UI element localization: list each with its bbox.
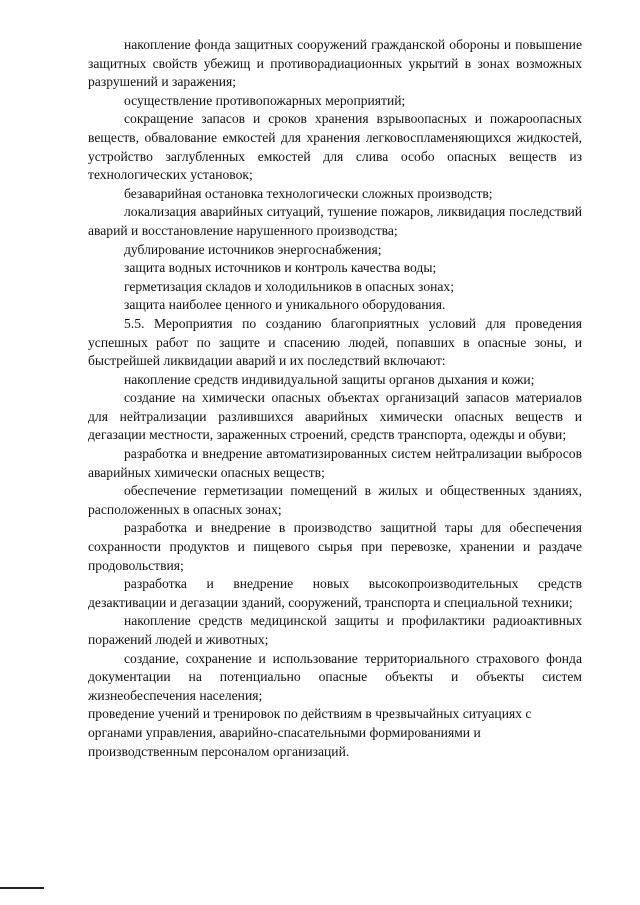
paragraph: осуществление противопожарных мероприятий;: [124, 92, 406, 108]
footer-rule: [0, 887, 44, 889]
paragraph: создание, сохранение и использование территориального страхового фонда документации на потенциально опасные объекты и объекты систем жизнеобеспечения населения;: [88, 650, 582, 703]
paragraph: накопление средств медицинской защиты и профилактики радиоактивных поражений людей и животных;: [88, 613, 582, 647]
paragraph: создание на химически опасных объектах организаций запасов материалов для нейтрализации разлившихся аварийных химически опасных веществ и дегазации местности, зараженных строений, средств транспорта, одежды и обуви;: [88, 390, 582, 443]
paragraph: защита водных источников и контроль качества воды;: [124, 260, 437, 276]
document-page: [88, 36, 582, 761]
section-paragraph: 5.5. Мероприятия по созданию благоприятных условий для проведения успешных работ по защите и спасению людей, попавших в опасные зоны, и быстрейшей ликвидации аварий и их последствий включают:: [88, 315, 582, 369]
paragraph: разработка и внедрение в производство защитной тары для обеспечения сохранности продуктов и пищевого сырья при перевозке, хранении и раздаче продовольствия;: [88, 520, 582, 573]
paragraph: обеспечение герметизации помещений в жилых и общественных зданиях, расположенных в опасных зонах;: [88, 483, 582, 517]
paragraph: безаварийная остановка технологически сложных производств;: [124, 185, 493, 201]
paragraph: герметизация складов и холодильников в опасных зонах;: [124, 278, 454, 294]
paragraph: локализация аварийных ситуаций, тушение пожаров, ликвидация последствий аварий и восстановление нарушенного производства;: [88, 204, 582, 238]
paragraph: разработка и внедрение автоматизированных систем нейтрализации выбросов аварийных химически опасных веществ;: [88, 446, 582, 480]
paragraph: проведение учений и тренировок по действиям в чрезвычайных ситуациях с органами управления, аварийно-спасательными формированиями и производственным персоналом организаций.: [88, 706, 532, 759]
paragraph: накопление средств индивидуальной защиты органов дыхания и кожи;: [124, 371, 535, 387]
paragraph: разработка и внедрение новых высокопроизводительных средств дезактивации и дегазации зданий, сооружений, транспорта и специальной техники;: [88, 576, 582, 610]
paragraph: дублирование источников энергоснабжения;: [124, 241, 382, 257]
paragraph: защита наиболее ценного и уникального оборудования.: [124, 297, 446, 313]
paragraph: сокращение запасов и сроков хранения взрывоопасных и пожароопасных веществ, обвалование емкостей для хранения легковоспламеняющихся жидкостей, устройство заглубленных емкостей для слива особо опасных веществ из технологических установок;: [88, 111, 582, 183]
paragraph: накопление фонда защитных сооружений гражданской обороны и повышение защитных свойств убежищ и противорадиационных укрытий в зонах возможных разрушений и заражения;: [88, 37, 582, 90]
